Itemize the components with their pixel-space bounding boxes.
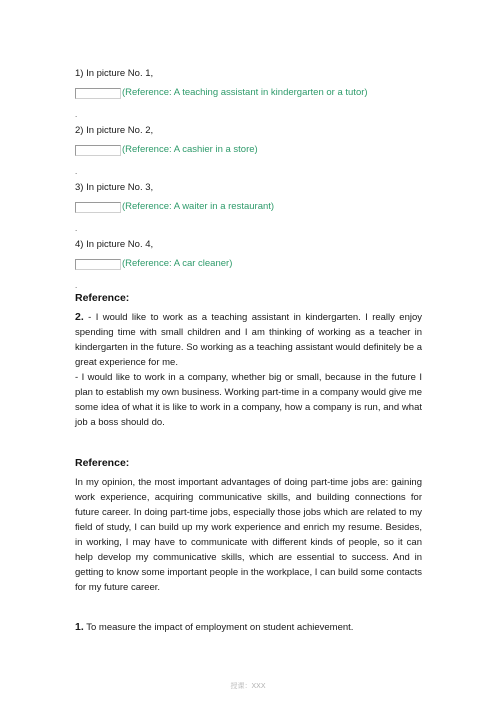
question-2-label: 2) In picture No. 2, xyxy=(75,125,154,136)
question-1-answer-row xyxy=(75,86,368,100)
separator-dot: . xyxy=(75,224,78,233)
question-2-answer-row xyxy=(75,143,258,157)
question-4-reference: (Reference: A car cleaner) xyxy=(122,258,233,269)
question-3-reference: (Reference: A waiter in a restaurant) xyxy=(122,201,275,212)
answer-blank-1[interactable] xyxy=(75,88,121,99)
question-line xyxy=(75,620,422,635)
question-4-answer-row xyxy=(75,257,232,271)
page-footer: 授课：XXX xyxy=(230,683,266,690)
question-1-reference: (Reference: A teaching assistant in kindergarten or a tutor) xyxy=(122,87,368,98)
separator-dot: . xyxy=(75,110,78,119)
bullet-1 xyxy=(75,310,422,370)
bullet-1-text: - I would like to work as a teaching assistant in kindergarten. I really enjoy spending time with small children and I am thinking of working as a teacher in kindergarten in the future. So working as a teaching assistant would definitely be a great experience for me. xyxy=(75,312,423,368)
question-4-label: 4) In picture No. 4, xyxy=(75,239,154,250)
reference-answer-2 xyxy=(75,310,422,430)
separator-dot: . xyxy=(75,167,78,176)
bullet-2: - I would like to work in a company, whether big or small, because in the future I plan to establish my own business. Working part-time in a company would give me some idea of what it is like to work in a company, how a company is run, and what job a boss should do. xyxy=(75,372,422,428)
question-2-reference: (Reference: A cashier in a store) xyxy=(122,144,258,155)
question-line-text: To measure the impact of employment on student achievement. xyxy=(86,622,354,633)
question-1-label: 1) In picture No. 1, xyxy=(75,68,154,79)
answer-blank-3[interactable] xyxy=(75,202,121,213)
answer-blank-4[interactable] xyxy=(75,259,121,270)
answer-blank-2[interactable] xyxy=(75,145,121,156)
separator-dot: . xyxy=(75,281,78,290)
reference-heading-1: Reference: xyxy=(75,292,130,304)
reference-paragraph: In my opinion, the most important advantages of doing part-time jobs are: gaining work experience, acquiring communicative skills, and building connections for future career. In doing part-time jobs, especially those jobs which are related to my field of study, I can build up my work experience and enrich my resume. Besides, in working, I may have to communicate with different kinds of people, so it can help develop my communicative skills, which are essential to success. And in getting to know some important people in the workplace, I can build some contacts for my future career. xyxy=(75,477,422,593)
reference-heading-2: Reference: xyxy=(75,457,130,469)
item-number: 2. xyxy=(75,311,84,323)
item-number: 1. xyxy=(75,621,84,633)
question-3-answer-row xyxy=(75,200,274,214)
question-3-label: 3) In picture No. 3, xyxy=(75,182,154,193)
